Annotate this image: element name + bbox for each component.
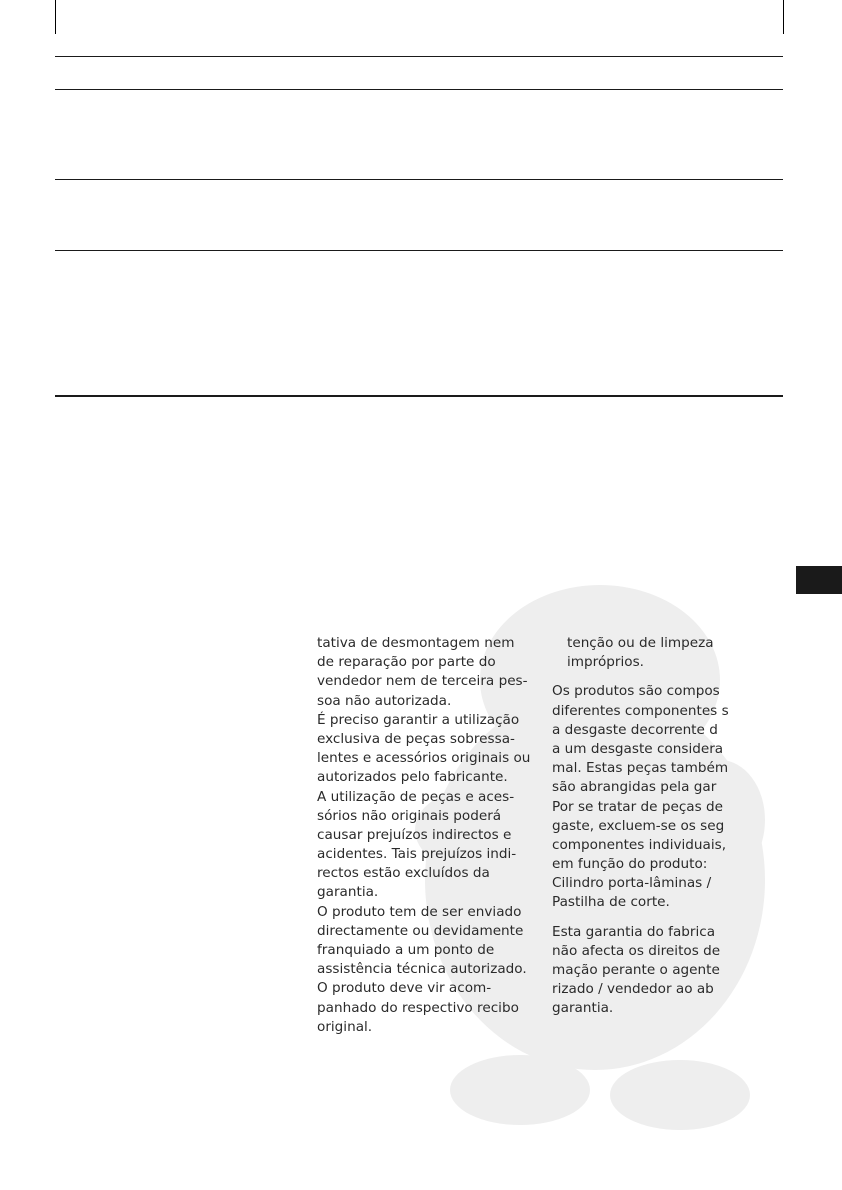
text-line: franquiado a um ponto de (317, 942, 495, 958)
text-line: rectos estão excluídos da (317, 865, 490, 882)
text-line: A utilização de peças e aces- (317, 788, 515, 805)
text-line: lentes e acessórios originais ou (317, 750, 531, 767)
text-line: original. (317, 1018, 373, 1035)
text-line: mação perante o agente (552, 962, 720, 978)
text-line: em função do produto: (552, 856, 708, 873)
text-line: sórios não originais poderá (317, 807, 502, 824)
text-line: rizado / vendedor ao ab (552, 981, 714, 998)
text-line: vendedor nem de terceira pes- (317, 673, 528, 690)
warranty-text-column-left (317, 634, 539, 1037)
text-line: soa não autorizada. (317, 692, 452, 709)
text-line: Os produtos são compos (552, 683, 720, 700)
text-line: Esta garantia do fabrica (552, 923, 716, 940)
text-line: diferentes componentes s (552, 702, 729, 719)
text-line: Cilindro porta-lâminas / (552, 875, 712, 892)
text-line: acidentes. Tais prejuízos indi- (317, 846, 517, 863)
text-line: mal. Estas peças também (552, 760, 729, 777)
text-line: garantia. (317, 884, 379, 901)
text-line: garantia. (552, 1000, 614, 1017)
text-line: directamente ou devidamente (317, 922, 524, 939)
text-line: a desgaste decorrente d (552, 721, 718, 738)
text-line: assistência técnica autorizado. (317, 961, 527, 978)
text-line: de reparação por parte do (317, 654, 496, 671)
text-line: tenção ou de limpeza (567, 635, 714, 651)
text-line: gaste, excluem-se os seg (552, 817, 725, 834)
text-line: a um desgaste considera (552, 740, 724, 757)
text-line: não afecta os direitos de (552, 942, 721, 959)
text-line: autorizados pelo fabricante. (317, 769, 508, 786)
text-line: O produto tem de ser enviado (317, 903, 522, 920)
text-line: exclusiva de peças sobressa- (317, 730, 515, 747)
text-line: impróprios. (567, 654, 644, 671)
text-line: Pastilha de corte. (552, 894, 670, 911)
text-line: O produto deve vir acom- (317, 980, 492, 997)
text-line: Por se tratar de peças de (552, 798, 724, 815)
text-line: são abrangidas pela gar (552, 779, 717, 796)
text-line: causar prejuízos indirectos e (317, 826, 512, 843)
text-line: É preciso garantir a utilização (317, 711, 520, 728)
text-line: tativa de desmontagem nem (317, 635, 515, 651)
warranty-text-column-right (552, 634, 730, 1019)
text-line: componentes individuais, (552, 836, 727, 853)
text-line: panhado do respectivo recibo (317, 999, 519, 1016)
